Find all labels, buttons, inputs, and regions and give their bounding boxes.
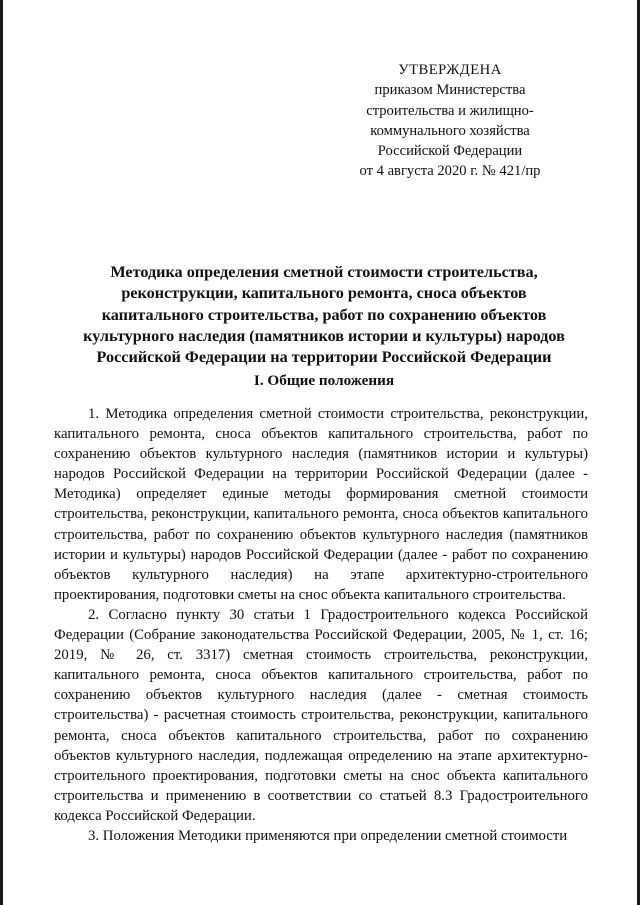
approval-line: Российской Федерации — [377, 143, 523, 160]
document-title — [54, 262, 594, 368]
paragraph-2: 2. Согласно пункту 30 статьи 1 Градостроительного кодекса Российской Федерации (Собрание законодательства Российской Федерации, 2005, № 1, ст. 16; 2019, № 26, ст. 3317) сметная стоимость строительства, реконструкции, капитального ремонта, сноса объектов капитального строительства, работ по сохранению объектов культурного наследия (далее - сметная стоимость строительства) - расчетная стоимость строительства, реконструкции, капитального ремонта, сноса объектов капитального строительства, работ по сохранению объектов культурного наследия, подлежащая определению на этапе архитектурно-строительного проектирования, подготовки сметы на снос объекта капитального строительства и применению в соответствии со статьей 8.3 Градостроительного кодекса Российской Федерации. — [54, 606, 588, 824]
paragraph-3: 3. Положения Методики применяются при определении сметной стоимости — [88, 827, 568, 844]
document-body — [54, 404, 588, 846]
approval-line: приказом Министерства — [374, 82, 526, 99]
title-line: капитального строительства, работ по сохранению объектов — [101, 305, 547, 324]
approval-line: коммунального хозяйства — [370, 122, 530, 139]
title-line: Методика определения сметной стоимости строительства, — [110, 263, 538, 281]
title-line: Российской Федерации на территории Российской Федерации — [96, 348, 552, 367]
approval-stamp-block — [340, 60, 560, 182]
title-line: реконструкции, капитального ремонта, сноса объектов — [121, 284, 527, 303]
scan-border-left — [0, 0, 3, 905]
section-heading: I. Общие положения — [253, 372, 395, 389]
approval-line: от 4 августа 2020 г. № 421/пр — [359, 163, 541, 180]
title-line: культурного наследия (памятников истории и культуры) народов — [83, 326, 565, 345]
paragraph-1: 1. Методика определения сметной стоимости строительства, реконструкции, капитального ремонта, сноса объектов капитального строительства, работ по сохранению объектов культурного наследия (памятников истории и культуры) народов Российской Федерации на территории Российской Федерации (далее - Методика) определяет единые методы формирования сметной стоимости строительства, реконструкции, капитального ремонта, сноса объектов капитального строительства, работ по сохранению объектов культурного наследия (памятников истории и культуры) народов Российской Федерации (далее - работ по сохранению объектов культурного наследия) на этапе архитектурно-строительного проектирования, подготовки сметы на снос объекта капитального строительства. — [54, 406, 588, 603]
approval-heading: УТВЕРЖДЕНА — [398, 62, 502, 78]
approval-line: строительства и жилищно- — [366, 102, 534, 119]
